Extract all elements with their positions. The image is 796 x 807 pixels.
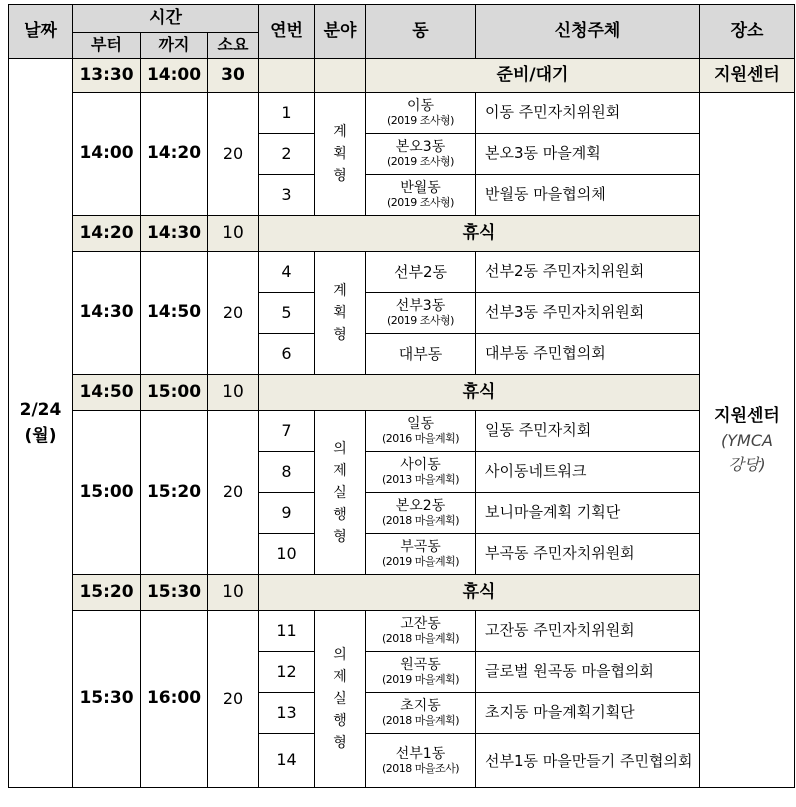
row-number: 3	[259, 175, 315, 216]
field-char: 형	[333, 528, 347, 545]
applicant-cell: 선부2동 주민자치위원회	[476, 252, 700, 293]
dong-cell	[366, 334, 476, 375]
dong-name: 선부2동	[393, 262, 447, 281]
date-cell	[9, 59, 73, 788]
field-char: 제	[333, 669, 347, 685]
field-char: 형	[333, 168, 347, 184]
schedule-table	[8, 4, 795, 788]
applicant-cell: 이동 주민자치위원회	[476, 93, 700, 134]
applicant-cell: 선부1동 마을만들기 주민협의회	[476, 734, 700, 788]
band-from: 14:20	[73, 216, 141, 252]
header-to: 까지	[141, 33, 208, 59]
dong-name: 고잔동	[400, 616, 441, 632]
band-from: 15:20	[73, 575, 141, 611]
header-duration: 소요	[208, 33, 259, 59]
dong-name: 부곡동	[400, 539, 441, 555]
band-empty-number	[259, 59, 315, 93]
row-number: 9	[259, 493, 315, 534]
field-char: 실	[333, 691, 347, 707]
dong-name: 본오2동	[395, 498, 446, 514]
group-to: 14:20	[141, 93, 208, 216]
field-char: 획	[333, 146, 347, 162]
dong-name: 대부동	[398, 344, 443, 363]
dong-cell	[366, 411, 476, 452]
date-weekday: (월)	[24, 426, 57, 446]
row-number: 12	[259, 652, 315, 693]
applicant-cell: 초지동 마을계획기획단	[476, 693, 700, 734]
field-char: 행	[333, 506, 347, 523]
dong-sub: (2018 마을계획)	[381, 514, 460, 527]
applicant-cell: 일동 주민자치회	[476, 411, 700, 452]
dong-cell	[366, 175, 476, 216]
field-cell	[315, 252, 366, 375]
dong-sub: (2013 마을계획)	[381, 473, 460, 486]
band-duration: 30	[208, 59, 259, 93]
dong-name: 원곡동	[400, 657, 441, 673]
band-to: 15:00	[141, 375, 208, 411]
place-main: 지원센터	[714, 406, 780, 426]
row-number: 7	[259, 411, 315, 452]
band-duration: 10	[208, 216, 259, 252]
group-duration: 20	[208, 252, 259, 375]
dong-cell	[366, 611, 476, 652]
dong-cell	[366, 93, 476, 134]
dong-sub: (2019 마을계획)	[381, 673, 460, 686]
dong-name: 초지동	[400, 698, 441, 714]
dong-sub: (2018 마을조사)	[381, 761, 460, 775]
header-place: 장소	[700, 5, 795, 59]
dong-cell	[366, 534, 476, 575]
field-char: 계	[333, 124, 347, 140]
applicant-cell: 사이동네트워크	[476, 452, 700, 493]
dong-cell	[366, 252, 476, 293]
group-to: 14:50	[141, 252, 208, 375]
field-char: 형	[333, 327, 347, 343]
group-duration: 20	[208, 611, 259, 788]
applicant-cell: 보니마을계획 기획단	[476, 493, 700, 534]
field-char: 제	[333, 462, 347, 479]
field-char: 의	[333, 440, 347, 457]
dong-sub: (2019 조사형)	[387, 114, 454, 127]
group-from: 14:30	[73, 252, 141, 375]
applicant-cell: 반월동 마을협의체	[476, 175, 700, 216]
band-label: 준비/대기	[366, 59, 700, 93]
dong-cell	[366, 293, 476, 334]
row-number: 13	[259, 693, 315, 734]
dong-cell	[366, 452, 476, 493]
band-empty-field	[315, 59, 366, 93]
place-detail-1: (YMCA	[721, 431, 773, 450]
band-to: 14:30	[141, 216, 208, 252]
dong-sub: (2019 조사형)	[387, 196, 454, 209]
dong-name: 본오3동	[395, 139, 446, 155]
dong-name: 선부1동	[395, 745, 446, 762]
row-number: 2	[259, 134, 315, 175]
dong-name: 일동	[406, 416, 435, 432]
group-from: 15:30	[73, 611, 141, 788]
row-number: 14	[259, 734, 315, 788]
header-date: 날짜	[9, 5, 73, 59]
group-from: 14:00	[73, 93, 141, 216]
dong-name: 반월동	[400, 180, 441, 196]
dong-sub: (2019 조사형)	[387, 314, 454, 327]
header-field: 분야	[315, 5, 366, 59]
group-from: 15:00	[73, 411, 141, 575]
place-detail-2: 강당)	[728, 455, 766, 474]
applicant-cell: 부곡동 주민자치위원회	[476, 534, 700, 575]
field-char: 형	[333, 735, 347, 751]
dong-sub: (2016 마을계획)	[381, 432, 460, 445]
row-number: 1	[259, 93, 315, 134]
band-duration: 10	[208, 375, 259, 411]
dong-sub: (2018 마을계획)	[381, 632, 460, 645]
dong-name: 사이동	[400, 457, 441, 473]
row-number: 5	[259, 293, 315, 334]
dong-name: 선부3동	[395, 298, 446, 314]
band-to: 15:30	[141, 575, 208, 611]
band-label: 휴식	[259, 375, 700, 411]
header-number: 연번	[259, 5, 315, 59]
row-number: 8	[259, 452, 315, 493]
header-time: 시간	[73, 5, 259, 33]
group-duration: 20	[208, 411, 259, 575]
dong-sub: (2018 마을계획)	[381, 714, 460, 727]
place-cell	[700, 93, 795, 788]
field-cell	[315, 93, 366, 216]
group-duration: 20	[208, 93, 259, 216]
field-char: 의	[333, 647, 347, 663]
field-char: 실	[333, 484, 347, 501]
band-from: 14:50	[73, 375, 141, 411]
row-number: 4	[259, 252, 315, 293]
dong-cell	[366, 693, 476, 734]
group-to: 16:00	[141, 611, 208, 788]
applicant-cell: 본오3동 마을계획	[476, 134, 700, 175]
applicant-cell: 고잔동 주민자치위원회	[476, 611, 700, 652]
dong-sub: (2019 마을계획)	[381, 555, 460, 568]
applicant-cell: 글로벌 원곡동 마을협의회	[476, 652, 700, 693]
group-to: 15:20	[141, 411, 208, 575]
field-char: 계	[333, 283, 347, 299]
applicant-cell: 대부동 주민협의회	[476, 334, 700, 375]
place-center: 지원센터	[700, 59, 795, 93]
header-from: 부터	[73, 33, 141, 59]
band-label: 휴식	[259, 575, 700, 611]
row-number: 10	[259, 534, 315, 575]
dong-cell	[366, 134, 476, 175]
field-cell	[315, 611, 366, 788]
dong-cell	[366, 652, 476, 693]
row-number: 6	[259, 334, 315, 375]
band-to: 14:00	[141, 59, 208, 93]
field-char: 획	[333, 305, 347, 321]
dong-cell	[366, 493, 476, 534]
header-applicant: 신청주체	[476, 5, 700, 59]
date-day: 2/24	[19, 400, 62, 420]
band-label: 휴식	[259, 216, 700, 252]
applicant-cell: 선부3동 주민자치위원회	[476, 293, 700, 334]
dong-sub: (2019 조사형)	[387, 155, 454, 168]
row-number: 11	[259, 611, 315, 652]
band-from: 13:30	[73, 59, 141, 93]
band-duration: 10	[208, 575, 259, 611]
header-dong: 동	[366, 5, 476, 59]
field-char: 행	[333, 713, 347, 729]
dong-cell	[366, 734, 476, 788]
field-cell	[315, 411, 366, 575]
dong-name: 이동	[406, 98, 435, 114]
